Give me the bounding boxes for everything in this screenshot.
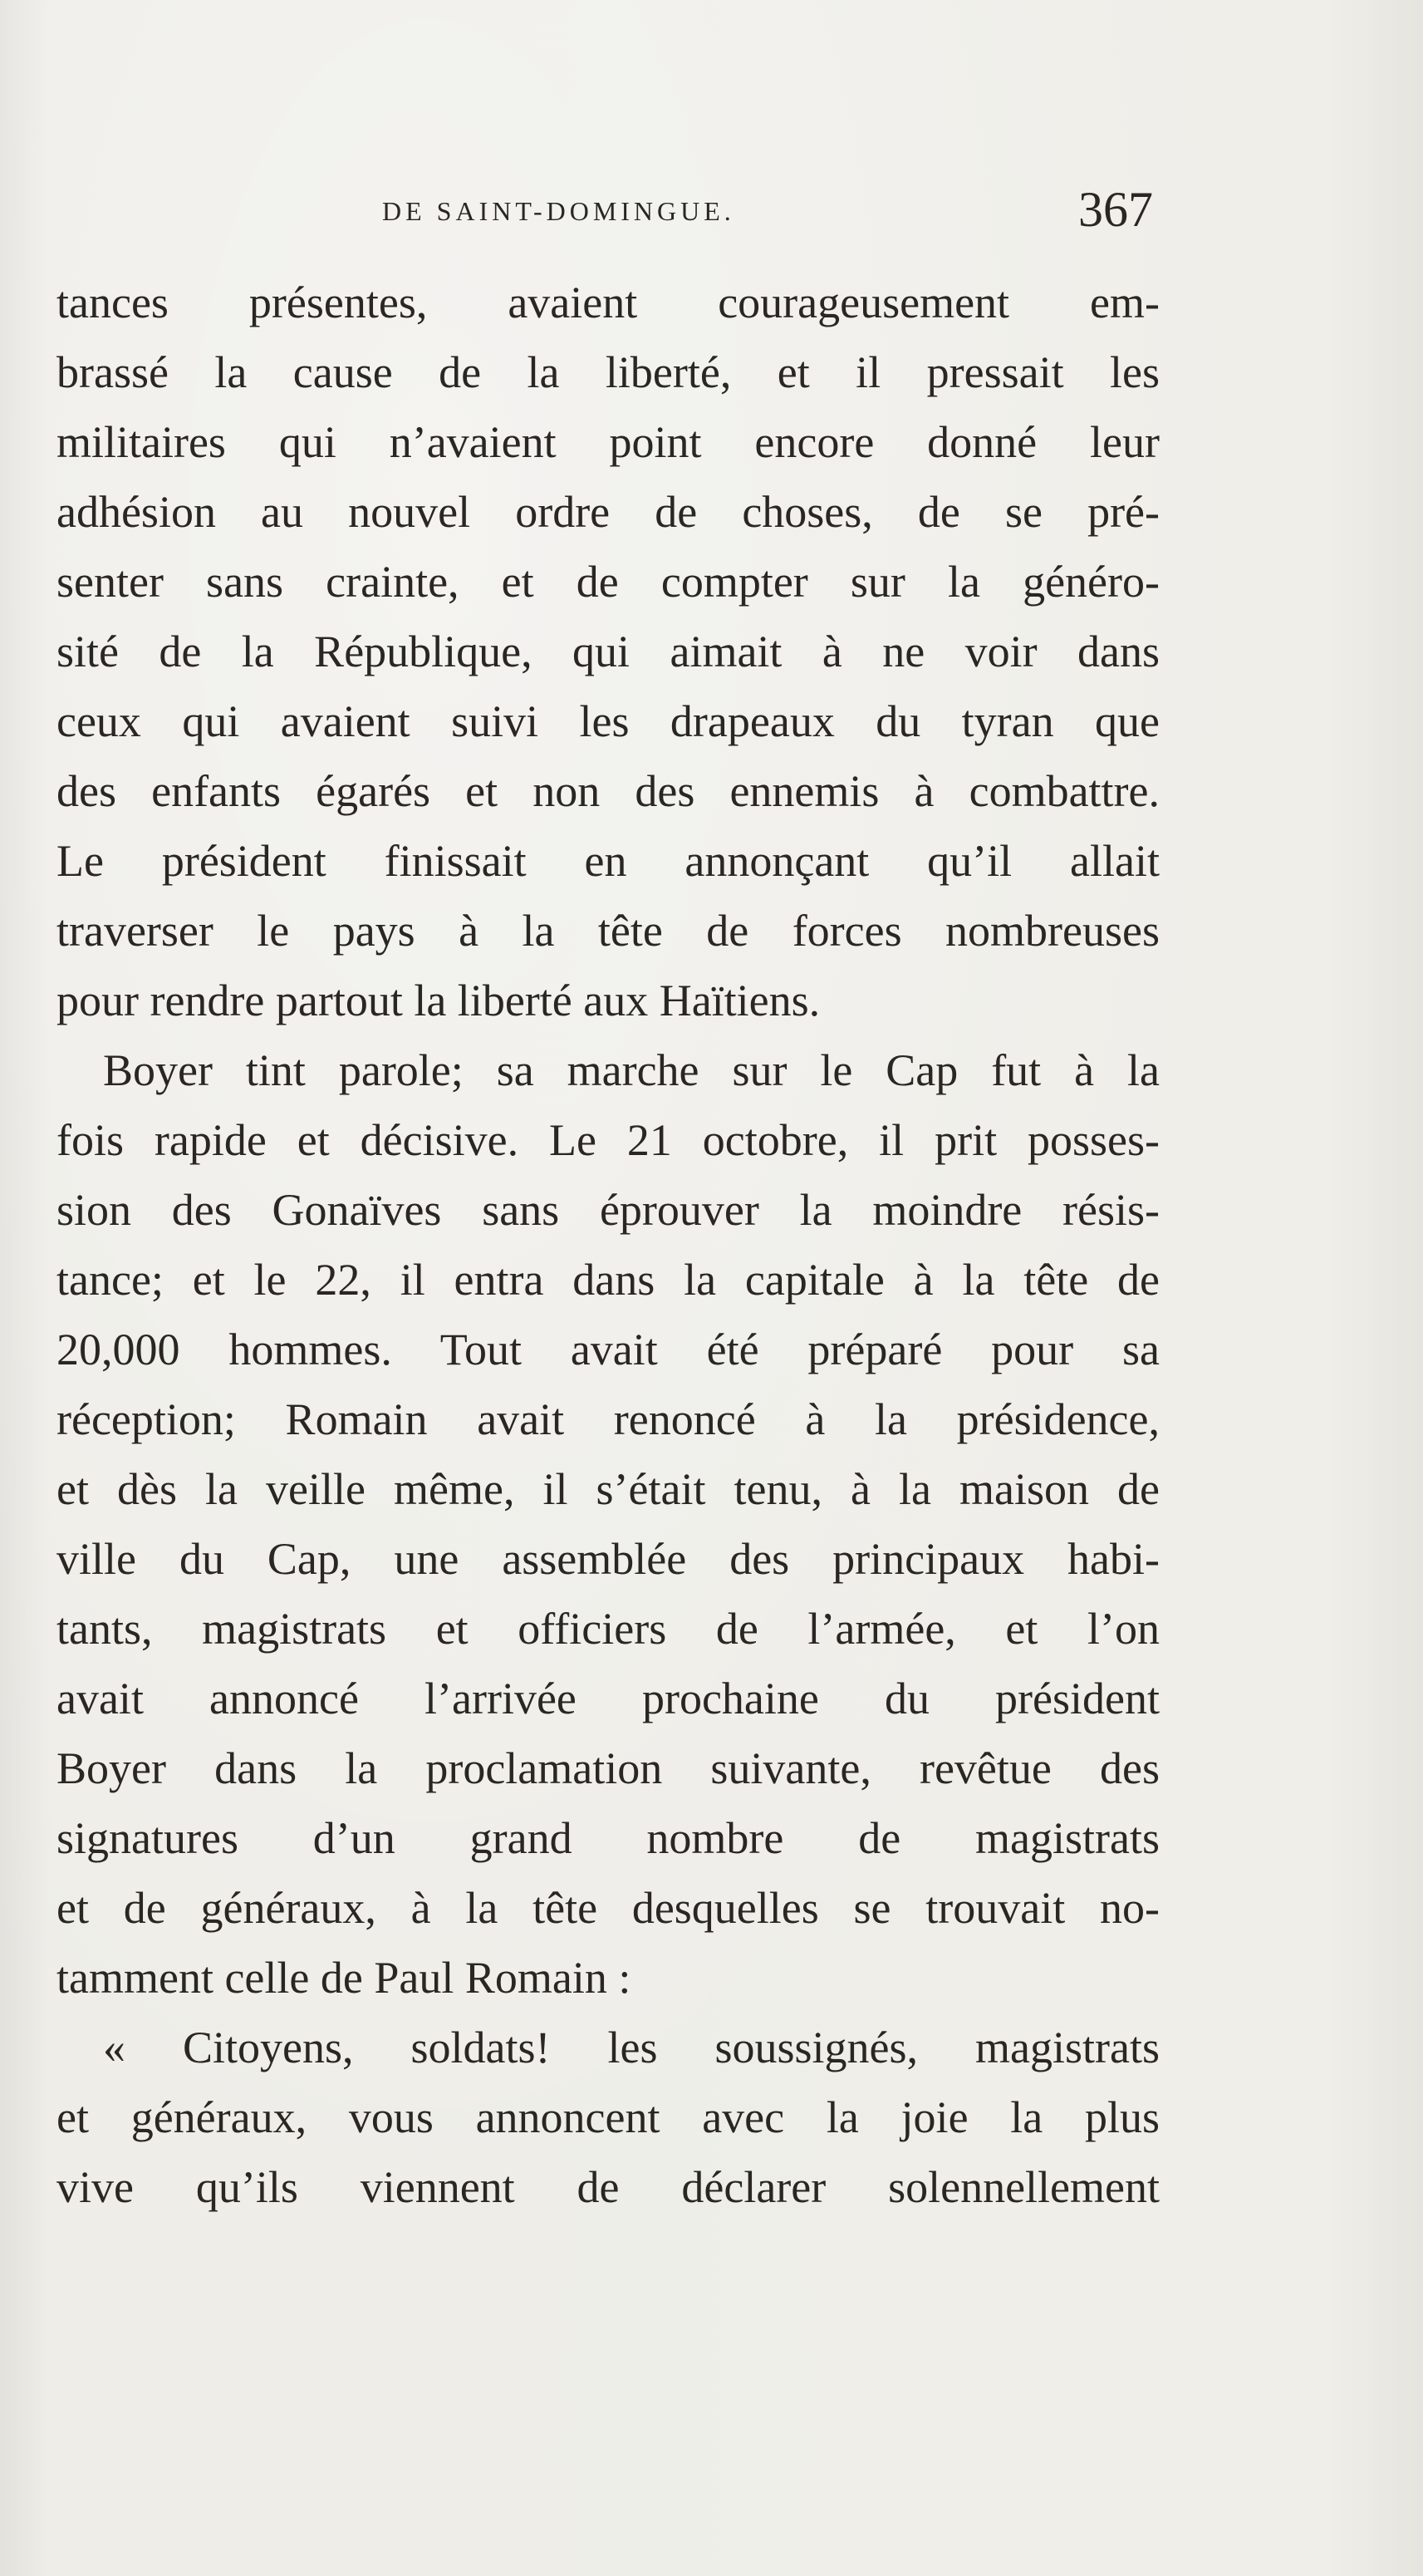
- text-line: adhésion au nouvel ordre de choses, de se pré-: [56, 487, 1160, 537]
- quotation-start-line: « Citoyens, soldats! les soussignés, magistrats: [103, 2023, 1160, 2072]
- text-line: ville du Cap, une assemblée des principaux habi-: [56, 1534, 1160, 1584]
- text-line: 20,000 hommes. Tout avait été préparé pour sa: [56, 1325, 1160, 1374]
- text-line: senter sans crainte, et de compter sur la généro-: [56, 557, 1160, 607]
- text-line: et dès la veille même, il s’était tenu, à la maison de: [56, 1464, 1160, 1514]
- text-line: des enfants égarés et non des ennemis à combattre.: [56, 766, 1160, 816]
- text-line: avait annoncé l’arrivée prochaine du président: [56, 1674, 1160, 1723]
- text-line: tants, magistrats et officiers de l’armée, et l’on: [56, 1604, 1160, 1654]
- text-line: et généraux, vous annoncent avec la joie la plus: [56, 2092, 1160, 2142]
- text-line: tance; et le 22, il entra dans la capitale à la tête de: [56, 1255, 1160, 1305]
- text-line: et de généraux, à la tête desquelles se trouvait no-: [56, 1883, 1160, 1933]
- text-line: réception; Romain avait renoncé à la présidence,: [56, 1394, 1160, 1444]
- text-line: Le président finissait en annonçant qu’il allait: [56, 836, 1160, 886]
- text-line: signatures d’un grand nombre de magistrats: [56, 1813, 1160, 1863]
- paragraph-end-line: tamment celle de Paul Romain :: [56, 1953, 631, 2003]
- text-line: sion des Gonaïves sans éprouver la moindre résis-: [56, 1185, 1160, 1235]
- paragraph-start-line: Boyer tint parole; sa marche sur le Cap fut à la: [103, 1045, 1160, 1095]
- page-number: 367: [1078, 182, 1153, 237]
- text-line: Boyer dans la proclamation suivante, revêtue des: [56, 1743, 1160, 1793]
- body-text: [56, 268, 1160, 2222]
- text-line: fois rapide et décisive. Le 21 octobre, il prit posses-: [56, 1115, 1160, 1165]
- text-line: vive qu’ils viennent de déclarer solennellement: [56, 2162, 1160, 2212]
- text-line: brassé la cause de la liberté, et il pressait les: [56, 347, 1160, 397]
- text-line: militaires qui n’avaient point encore donné leur: [56, 417, 1160, 467]
- text-line: tances présentes, avaient courageusement em-: [56, 278, 1160, 327]
- text-line: sité de la République, qui aimait à ne voir dans: [56, 627, 1160, 676]
- text-line: traverser le pays à la tête de forces nombreuses: [56, 906, 1160, 956]
- text-line: ceux qui avaient suivi les drapeaux du tyran que: [56, 696, 1160, 746]
- paragraph-end-line: pour rendre partout la liberté aux Haïtiens.: [56, 976, 821, 1025]
- page-header: [382, 184, 1213, 243]
- running-title: DE SAINT-DOMINGUE.: [382, 196, 735, 226]
